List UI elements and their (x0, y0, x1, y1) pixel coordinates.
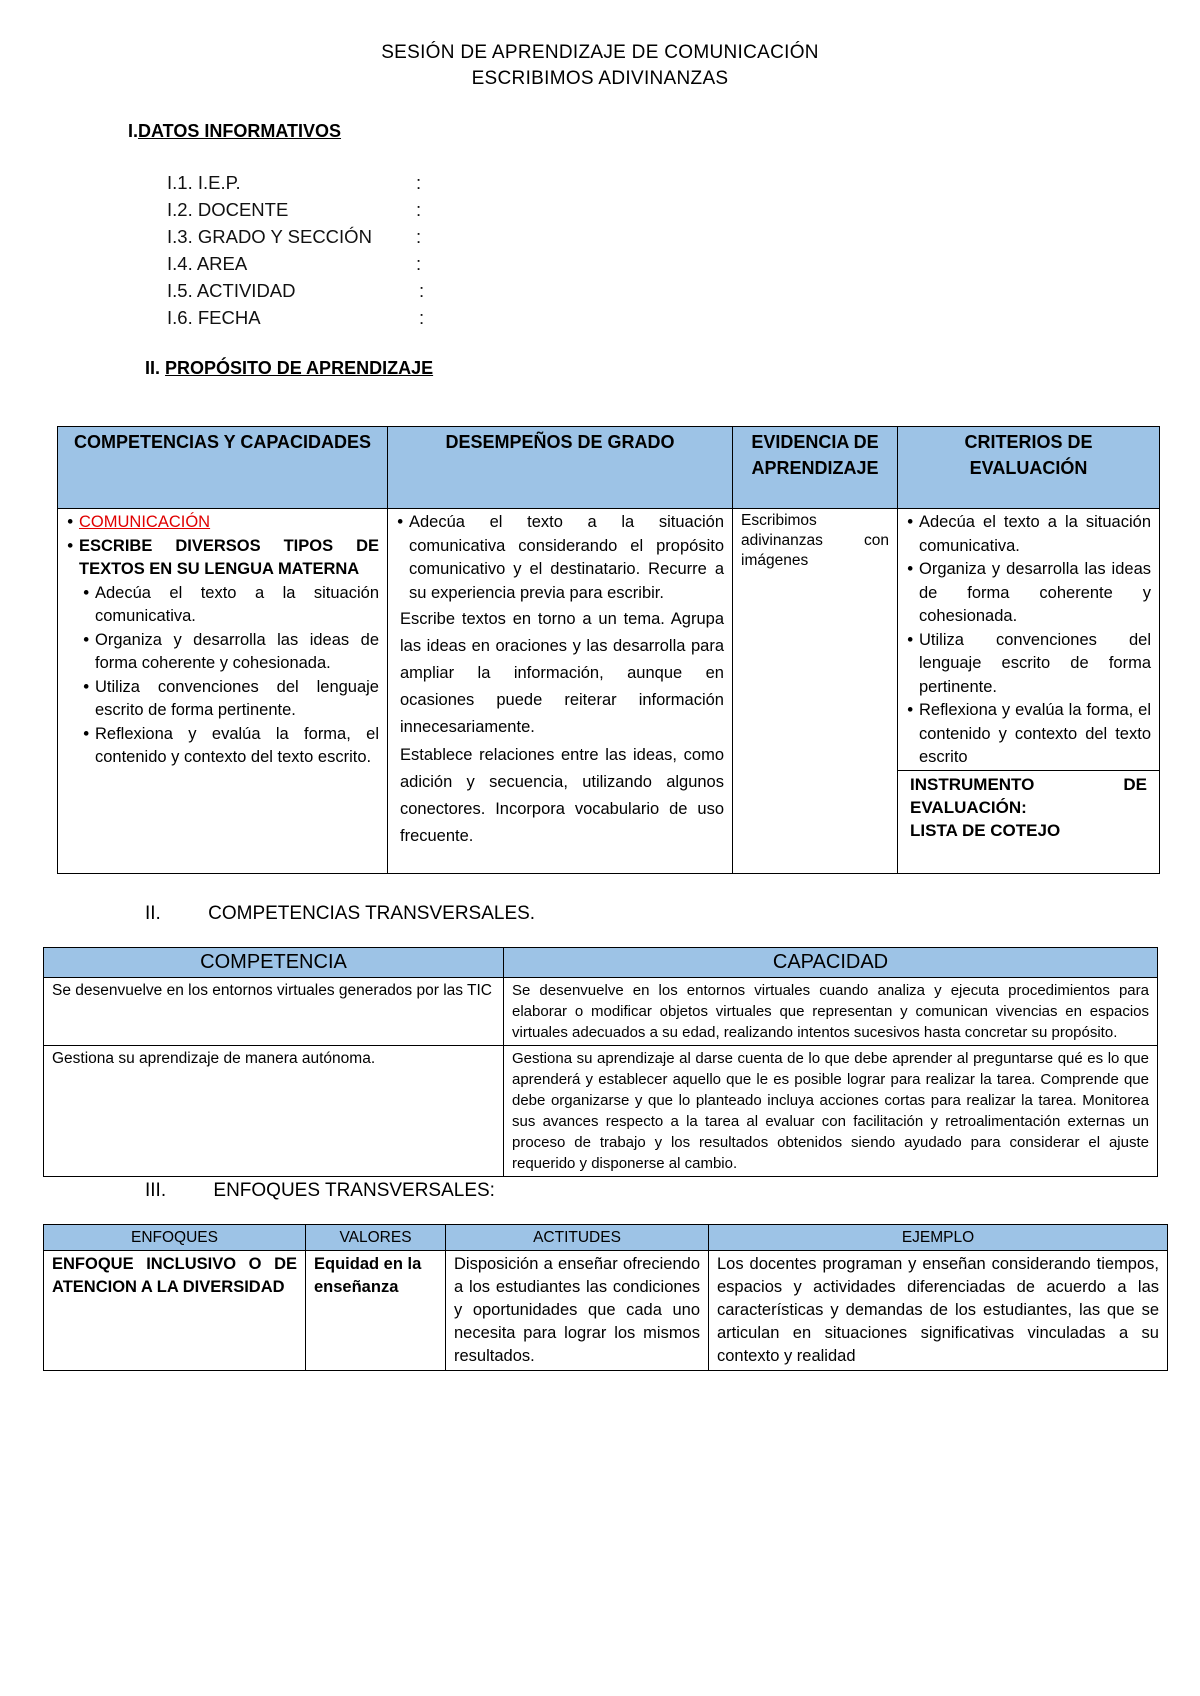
datos-colon: : (419, 307, 425, 328)
header-actitudes: ACTITUDES (446, 1225, 709, 1251)
list-item: ⚫ Adecúa el texto a la situación comunicativa considerando el propósito comunicativo y el destinatario. Recurre a su experiencia previa para escribir. (396, 513, 724, 602)
desempeno-paragraph: Establece relaciones entre las ideas, como adición y secuencia, utilizando algunos conectores. Incorpora vocabulario de uso frecuente. (400, 746, 724, 845)
bullet-icon: ⚫ (82, 728, 91, 740)
datos-row-iep (167, 172, 467, 199)
datos-label: I.4. AREA (167, 253, 248, 274)
datos-list (167, 172, 467, 334)
proposito-table (57, 426, 1160, 874)
bullet-icon: ⚫ (82, 634, 91, 646)
datos-row-docente (167, 199, 467, 226)
section-enfoques-heading (145, 1180, 495, 1202)
header-competencia: COMPETENCIA (44, 948, 504, 978)
section-number: I. (128, 121, 139, 141)
section-number: II. (145, 358, 161, 378)
section-number: II. (145, 903, 161, 924)
list-item: ⚫ Adecúa el texto a la situación comunicativa. (82, 583, 379, 625)
section-competencias-heading (145, 903, 535, 925)
document-subtitle: ESCRIBIMOS ADIVINANZAS (471, 68, 729, 89)
datos-colon: : (416, 226, 422, 247)
section-datos-heading (128, 121, 341, 142)
instrumento-value: LISTA DE COTEJO (910, 820, 1061, 840)
ejemplo-cell: Los docentes programan y enseñan considerando tiempos, espacios y actividades diferenciadas de acuerdo a las características y demandas de los estudiantes, las que se articulan en situaciones significativas vinculadas a su contexto y realidad (709, 1251, 1168, 1371)
bullet-icon: ⚫ (66, 540, 75, 552)
datos-colon: : (416, 172, 422, 193)
enfoques-table (43, 1224, 1168, 1371)
section-title: ENFOQUES TRANSVERSALES: (213, 1180, 495, 1201)
datos-label: I.2. DOCENTE (167, 199, 289, 220)
list-item: ⚫ Utiliza convenciones del lenguaje escrito de forma pertinente. (906, 630, 1151, 696)
bullet-icon: ⚫ (906, 517, 915, 528)
bullet-icon: ⚫ (906, 705, 915, 716)
datos-label: I.3. GRADO Y SECCIÓN (167, 226, 372, 247)
header-competencias: COMPETENCIAS Y CAPACIDADES (58, 427, 388, 509)
datos-row-actividad (167, 280, 467, 307)
actitud-cell: Disposición a enseñar ofreciendo a los estudiantes las condiciones y oportunidades que cada uno necesita para lograr los mismos resultados. (446, 1251, 709, 1371)
document-title: SESIÓN DE APRENDIZAJE DE COMUNICACIÓN (381, 42, 819, 63)
section-proposito-heading (145, 358, 433, 379)
bullet-icon: ⚫ (82, 681, 91, 693)
list-item: ⚫ Reflexiona y evalúa la forma, el contenido y contexto del texto escrito. (82, 724, 379, 766)
header-evidencia: EVIDENCIA DE APRENDIZAJE (733, 427, 898, 509)
bullet-icon: ⚫ (906, 634, 915, 646)
datos-row-fecha (167, 307, 467, 334)
header-enfoques: ENFOQUES (44, 1225, 306, 1251)
datos-label: I.6. FECHA (167, 307, 261, 328)
section-title: DATOS INFORMATIVOS (138, 121, 342, 141)
table-row (44, 1251, 1168, 1371)
cell-criterios (898, 509, 1160, 874)
datos-colon: : (416, 199, 422, 220)
list-item: ⚫ Reflexiona y evalúa la forma, el contenido y contexto del texto escrito (906, 701, 1151, 766)
header-criterios: CRITERIOS DE EVALUACIÓN (898, 427, 1160, 509)
datos-row-grado (167, 226, 467, 253)
list-item (66, 511, 379, 535)
datos-label: I.1. I.E.P. (167, 172, 241, 193)
bullet-icon: ⚫ (82, 587, 91, 599)
valor-cell: Equidad en la enseñanza (306, 1251, 446, 1371)
section-title: COMPETENCIAS TRANSVERSALES. (208, 903, 536, 924)
instrumento-label: INSTRUMENTO DE EVALUACIÓN: (910, 774, 1147, 817)
list-item: ⚫ Utiliza convenciones del lenguaje escrito de forma pertinente. (82, 677, 379, 719)
cell-desempenos (388, 509, 733, 874)
section-number: III. (145, 1180, 167, 1201)
cell-competencias (58, 509, 388, 874)
instrumento-box (898, 770, 1159, 842)
bullet-icon: ⚫ (906, 564, 915, 575)
header-capacidad: CAPACIDAD (504, 948, 1158, 978)
list-item: ⚫ Organiza y desarrolla las ideas de forma coherente y cohesionada. (82, 630, 379, 672)
list-item: ⚫ Adecúa el texto a la situación comunicativa. (906, 513, 1151, 555)
bullet-icon: ⚫ (396, 517, 405, 528)
desempeno-paragraph: Escribe textos en torno a un tema. Agrupa las ideas en oraciones y las desarrolla para ampliar la información, aunque en ocasiones puede reiterar información innecesariamente. (400, 610, 724, 736)
header-valores: VALORES (306, 1225, 446, 1251)
competencia-label: ESCRIBE DIVERSOS TIPOS DE TEXTOS EN SU LENGUA MATERNA (79, 536, 379, 578)
table-row: Gestiona su aprendizaje de manera autónoma. Gestiona su aprendizaje al darse cuenta de lo que debe aprender al preguntarse qué es lo que aprenderá y establecer aquello que le es posible lograr para realizar la tarea. Comprende que debe organizarse y que lo planteado incluya acciones cortas para realizar la tarea. Monitorea sus avances respecto a la tarea al evaluar con facilitación y retroalimentación externas un proceso de trabajo y los resultados obtenidos siendo ayudado para considerar el ajuste requerido y disponerse al cambio. (44, 1046, 1158, 1177)
area-label: COMUNICACIÓN (79, 513, 211, 531)
datos-colon: : (419, 280, 425, 301)
header-ejemplo: EJEMPLO (709, 1225, 1168, 1251)
list-item (66, 535, 379, 582)
datos-colon: : (416, 253, 422, 274)
section-title: PROPÓSITO DE APRENDIZAJE (165, 358, 434, 378)
cell-evidencia: Escribimos adivinanzas con imágenes (733, 509, 898, 874)
datos-label: I.5. ACTIVIDAD (167, 280, 296, 301)
table-row: Se desenvuelve en los entornos virtuales generados por las TIC Se desenvuelve en los entornos virtuales cuando analiza y ejecuta procedimientos para elaborar o modificar objetos virtuales que representan y comunican vivencias en espacios virtuales adecuados a su edad, realizando intentos sucesivos hasta concretar su propósito. (44, 978, 1158, 1046)
bullet-icon: ⚫ (66, 517, 75, 528)
header-desempenos: DESEMPEÑOS DE GRADO (388, 427, 733, 509)
enfoque-cell: ENFOQUE INCLUSIVO O DE ATENCION A LA DIVERSIDAD (44, 1251, 306, 1371)
datos-row-area (167, 253, 467, 280)
list-item: ⚫ Organiza y desarrolla las ideas de forma coherente y cohesionada. (906, 560, 1151, 625)
competencias-table (43, 947, 1158, 1177)
